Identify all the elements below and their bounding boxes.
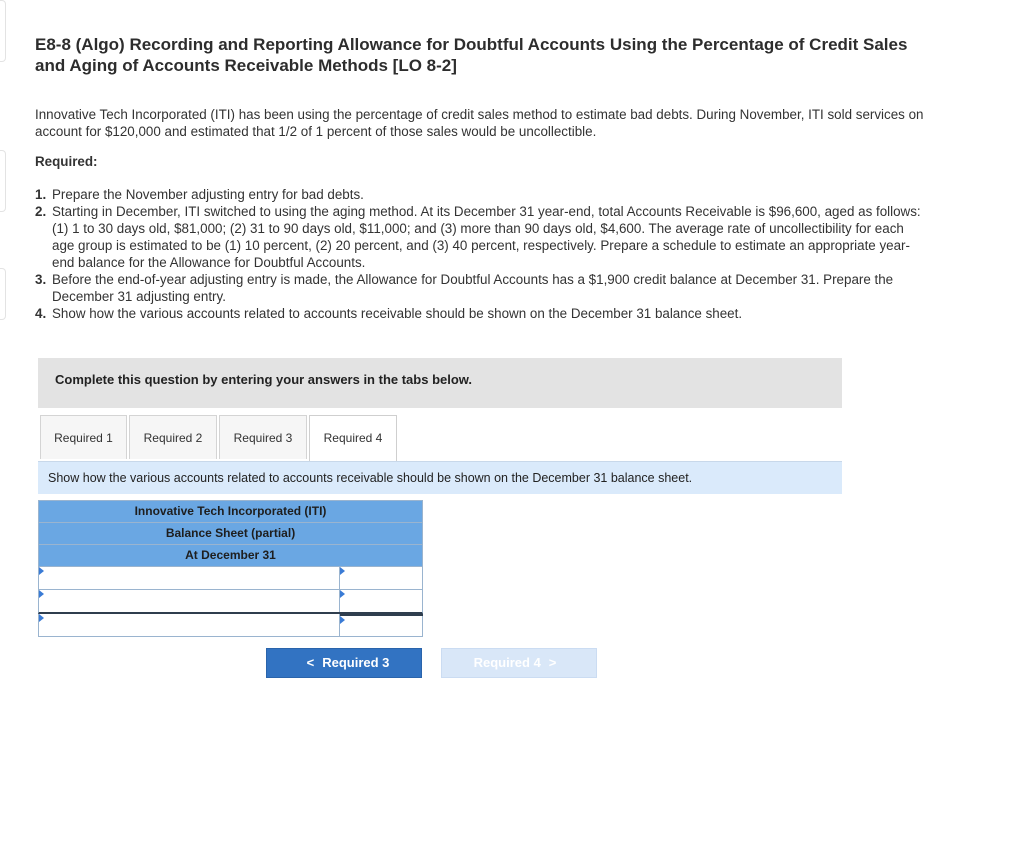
balance-sheet-row xyxy=(38,590,423,614)
tab-required-1[interactable]: Required 1 xyxy=(40,415,127,459)
tab-required-3[interactable]: Required 3 xyxy=(219,415,307,459)
account-dropdown[interactable] xyxy=(39,590,339,612)
requirement-text: Starting in December, ITI switched to using the aging method. At its December 31 year-end, total Accounts Receivable is $96,600, aged as follows: (1) 1 to 30 days old, $81,000; (2) 31 to 90 days old, $11,000; and (3) more than 90 days old, $4,600. The average rate of uncollectibility for each age group is estimated to be (1) 10 percent, (2) 20 percent, and (3) 40 percent, respectively. Prepare a schedule to estimate an appropriate year-end balance for the Allowance for Doubtful Accounts. xyxy=(52,204,921,270)
balance-sheet-table xyxy=(38,500,423,637)
requirement-text: Before the end-of-year adjusting entry is made, the Allowance for Doubtful Accounts has a $1,900 credit balance at December 31. Prepare the December 31 adjusting entry. xyxy=(52,272,894,304)
input-marker-icon xyxy=(340,590,345,598)
requirement-item xyxy=(35,305,925,322)
balance-sheet-company: Innovative Tech Incorporated (ITI) xyxy=(38,500,423,522)
chevron-left-icon: < xyxy=(306,655,315,670)
prev-button-label: Required 3 xyxy=(322,655,390,670)
account-dropdown[interactable] xyxy=(39,567,339,589)
left-edge-tab xyxy=(0,0,6,62)
question-title: E8-8 (Algo) Recording and Reporting Allowance for Doubtful Accounts Using the Percentage of Credit Sales and Aging of Accounts Receivable Methods [LO 8-2] xyxy=(35,35,908,75)
balance-sheet-row xyxy=(38,567,423,590)
tab-instruction-bar xyxy=(38,461,842,494)
requirements-list xyxy=(35,186,925,322)
chevron-right-icon: > xyxy=(548,655,557,670)
account-cell xyxy=(39,614,340,636)
requirement-number: 1. xyxy=(35,187,47,202)
left-edge-tab xyxy=(0,268,6,320)
dropdown-marker-icon xyxy=(39,567,44,575)
complete-question-text: Complete this question by entering your answers in the tabs below. xyxy=(55,372,473,387)
requirement-number: 4. xyxy=(35,306,47,321)
next-required-button[interactable] xyxy=(441,648,597,678)
amount-cell xyxy=(340,590,423,612)
amount-cell xyxy=(340,567,423,589)
input-marker-icon xyxy=(340,616,345,624)
amount-input[interactable] xyxy=(340,567,423,589)
tab-required-4[interactable]: Required 4 xyxy=(309,415,397,461)
tab-instruction-text: Show how the various accounts related to accounts receivable should be shown on the December 31 balance sheet. xyxy=(48,471,693,485)
amount-cell xyxy=(340,614,423,636)
tab-required-2[interactable]: Required 2 xyxy=(129,415,217,459)
requirement-item xyxy=(35,186,925,203)
input-marker-icon xyxy=(340,567,345,575)
account-dropdown[interactable] xyxy=(39,614,339,636)
required-label: Required: xyxy=(35,154,98,169)
requirement-item xyxy=(35,271,925,305)
requirement-number: 3. xyxy=(35,272,47,287)
requirement-text: Show how the various accounts related to accounts receivable should be shown on the December 31 balance sheet. xyxy=(52,306,743,321)
requirement-number: 2. xyxy=(35,204,47,219)
balance-sheet-statement: Balance Sheet (partial) xyxy=(38,522,423,544)
dropdown-marker-icon xyxy=(39,614,44,622)
amount-input[interactable] xyxy=(340,616,423,636)
balance-sheet-row xyxy=(38,614,423,637)
next-button-label: Required 4 xyxy=(473,655,541,670)
question-intro: Innovative Tech Incorporated (ITI) has been using the percentage of credit sales method to estimate bad debts. During November, ITI sold services on account for $120,000 and estimated that 1/2 of 1 percent of those sales would be uncollectible. xyxy=(35,107,924,139)
account-cell xyxy=(39,567,340,589)
dropdown-marker-icon xyxy=(39,590,44,598)
requirement-text: Prepare the November adjusting entry for bad debts. xyxy=(52,187,364,202)
account-cell xyxy=(39,590,340,612)
left-edge-tab xyxy=(0,150,6,212)
prev-required-button[interactable] xyxy=(266,648,422,678)
balance-sheet-date: At December 31 xyxy=(38,544,423,567)
amount-input[interactable] xyxy=(340,590,423,612)
requirement-item xyxy=(35,203,925,271)
complete-question-banner xyxy=(38,358,842,408)
